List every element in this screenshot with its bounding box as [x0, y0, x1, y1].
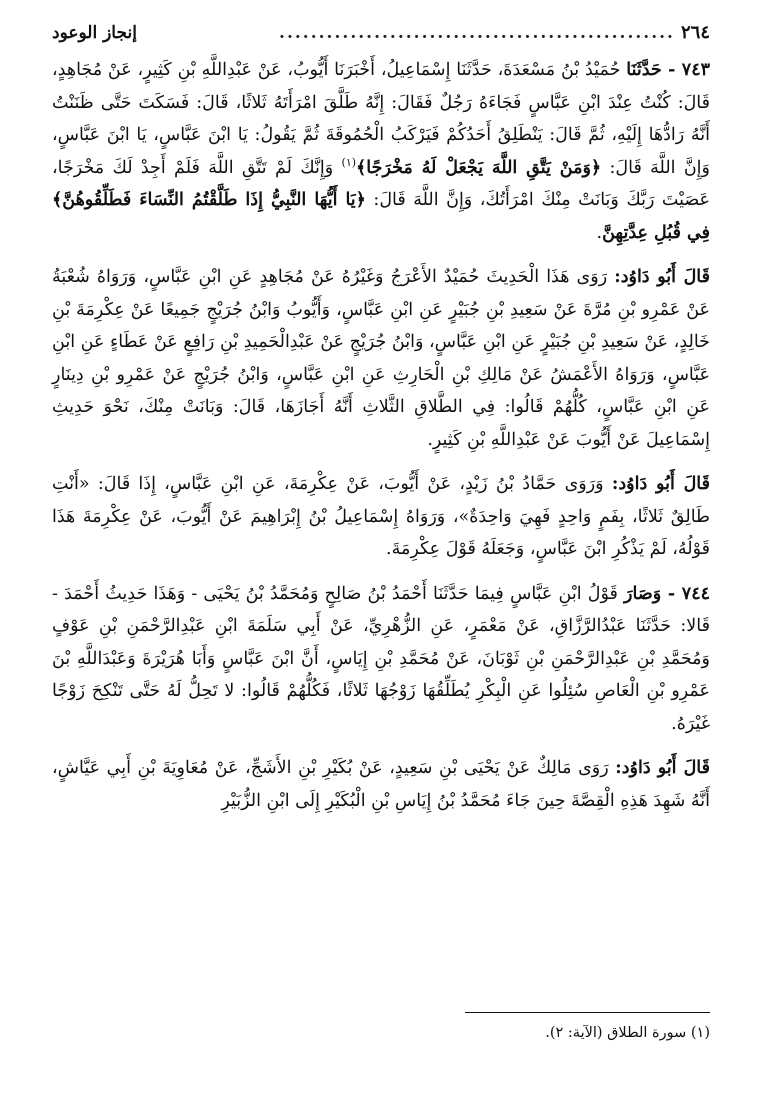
- footnote-divider: [465, 1012, 710, 1013]
- quran-verse-2: ﴿يَا أَيُّهَا النَّبِيُّ إِذَا طَلَّقْتُمُ النِّسَاءَ فَطَلِّقُوهُنَّ﴾ فِي قُبُلِ عِدَّتِهِنَّ: [52, 190, 710, 243]
- book-title: إنجاز الوعود: [52, 23, 137, 43]
- comment-3-lead: قَالَ أَبُو دَاوُد:: [615, 758, 710, 778]
- footnotes: [52, 1022, 710, 1044]
- comment-2-lead: قَالَ أَبُو دَاوُد:: [611, 474, 710, 494]
- hadith-744-number: ٧٤٤ - وَصَارَ: [624, 583, 710, 604]
- quran-verse-1: ﴿وَمَنْ يَتَّقِ اللَّهَ يَجْعَلْ لَهُ مَخْرَجًا﴾: [356, 157, 602, 178]
- hadith-743: [52, 54, 710, 249]
- document-page: [52, 22, 710, 1082]
- abu-dawud-comment-2: [52, 468, 710, 566]
- hadith-743-text-2: وَإِنَّكَ لَمْ تَتَّقِ اللَّهَ فَلَمْ أَجِدْ لَكَ مَخْرَجًا، عَصَيْتَ رَبَّكَ وَبَانَتْ مِنْكَ امْرَأَتُكَ، وَإِنَّ اللَّهَ قَالَ:: [52, 157, 710, 210]
- hadith-743-text: حُمَيْدُ بْنُ مَسْعَدَةَ، حَدَّثَنَا إِسْمَاعِيلُ، أَخْبَرَنَا أَيُّوبُ، عَنْ عَبْدِاللَّهِ بْنِ كَثِيرٍ، عَنْ مُجَاهِدٍ، قَالَ: كُنْتُ عِنْدَ ابْنِ عَبَّاسٍ فَجَاءَهُ رَجُلٌ فَقَالَ: إِنَّهُ طَلَّقَ امْرَأَتَهُ ثَلاثًا، قَالَ: فَسَكَتَ حَتَّى ظَنَنْتُ أَنَّهُ رَادُّهَا إِلَيْهِ، ثُمَّ قَالَ: يَنْطَلِقُ أَحَدُكُمْ فَيَرْكَبُ الْحُمُوقَةَ ثُمَّ يَقُولُ: يَا ابْنَ عَبَّاسٍ، يَا ابْنَ عَبَّاسٍ، وَإِنَّ اللَّهَ قَالَ:: [52, 60, 710, 178]
- hadith-744-text: قَوْلُ ابْنِ عَبَّاسٍ فِيمَا حَدَّثَنَا أَحْمَدُ بْنُ صَالِحٍ وَمُحَمَّدُ بْنُ يَحْيَى - وَهَذَا حَدِيثُ أَحْمَدَ - قَالا: حَدَّثَنَا عَبْدُالرَّزَّاقِ، عَنْ مَعْمَرٍ، عَنِ الزُّهْرِيِّ، عَنْ أَبِي سَلَمَةَ ابْنِ عَبْدِالرَّحْمَنِ بْنِ عَوْفٍ وَمُحَمَّدِ بْنِ عَبْدِالرَّحْمَنِ بْنِ ثَوْبَانَ، عَنْ مُحَمَّدِ بْنِ إِيَاسٍ، أَنَّ ابْنَ عَبَّاسٍ وَأَبَا هُرَيْرَةَ وَعَبْدَاللَّهِ بْنَ عَمْرِو بْنِ الْعَاصِ سُئِلُوا عَنِ الْبِكْرِ يُطَلِّقُهَا زَوْجُهَا ثَلاثًا، فَكُلُّهُمْ قَالُوا: لا تَحِلُّ لَهُ حَتَّى تَنْكِحَ زَوْجًا غَيْرَهُ.: [52, 583, 710, 734]
- comment-3-text: رَوَى مَالِكٌ عَنْ يَحْيَى بْنِ سَعِيدٍ، عَنْ بُكَيْرِ بْنِ الأَشَجِّ، عَنْ مُعَاوِيَةَ بْنِ أَبِي عَيَّاشٍ، أَنَّهُ شَهِدَ هَذِهِ الْقِصَّةَ حِينَ جَاءَ مُحَمَّدُ بْنُ إِيَاسِ بْنِ الْبُكَيْرِ إِلَى ابْنِ الزُّبَيْرِ: [52, 758, 710, 811]
- comment-1-lead: قَالَ أَبُو دَاوُد:: [614, 267, 711, 287]
- running-header: [52, 22, 710, 54]
- hadith-743-number: ٧٤٣ - حَدَّثَنَا: [626, 60, 710, 80]
- hadith-744: [52, 578, 710, 741]
- footnote-marker: (١): [341, 155, 357, 169]
- hadith-743-ending: .: [596, 222, 603, 243]
- abu-dawud-comment-3: [52, 752, 710, 817]
- footnote-1: (١) سورة الطلاق (الآية: ٢).: [545, 1025, 710, 1041]
- abu-dawud-comment-1: [52, 261, 710, 456]
- header-dot-leader: ..................................................: [279, 23, 675, 43]
- page-number: ٢٦٤: [680, 22, 710, 43]
- comment-1-text: رَوَى هَذَا الْحَدِيثَ حُمَيْدٌ الأَعْرَجُ وَغَيْرُهُ عَنْ مُجَاهِدٍ عَنِ ابْنِ عَبَّاسٍ، وَرَوَاهُ شُعْبَةُ عَنْ عَمْرِو بْنِ مُرَّةَ عَنْ سَعِيدِ بْنِ جُبَيْرٍ عَنِ ابْنِ عَبَّاسٍ، وَأَيُّوبُ وَابْنُ جُرَيْجٍ جَمِيعًا عَنْ عِكْرِمَةَ بْنِ خَالِدٍ، عَنْ سَعِيدِ بْنِ جُبَيْرٍ عَنِ ابْنِ عَبَّاسٍ، وَابْنُ جُرَيْجٍ عَنْ عَبْدِالْحَمِيدِ بْنِ رَافِعٍ عَنْ عَطَاءٍ عَنِ ابْنِ عَبَّاسٍ، وَرَوَاهُ الأَعْمَشُ عَنْ مَالِكِ بْنِ الْحَارِثِ عَنِ ابْنِ عَبَّاسٍ، وَابْنُ جُرَيْجٍ عَنْ عَمْرِو بْنِ دِينَارٍ عَنِ ابْنِ عَبَّاسٍ، كُلُّهُمْ قَالُوا: فِي الطَّلاقِ الثَّلاثِ أَنَّهُ أَجَازَهَا، قَالَ: وَبَانَتْ مِنْكَ، نَحْوَ حَدِيثِ إِسْمَاعِيلَ عَنْ أَيُّوبَ عَنْ عَبْدِاللَّهِ بْنِ كَثِيرٍ.: [52, 267, 710, 450]
- comment-2-text: وَرَوَى حَمَّادُ بْنُ زَيْدٍ، عَنْ أَيُّوبَ، عَنْ عِكْرِمَةَ، عَنِ ابْنِ عَبَّاسٍ، إِذَا قَالَ: «أَنْتِ طَالِقٌ ثَلاثًا، بِفَمٍ وَاحِدٍ فَهِيَ وَاحِدَةٌ»، وَرَوَاهُ إِسْمَاعِيلُ بْنُ إِبْرَاهِيمَ عَنْ أَيُّوبَ، عَنْ عِكْرِمَةَ هَذَا قَوْلُهُ، لَمْ يَذْكُرِ ابْنَ عَبَّاسٍ، وَجَعَلَهُ قَوْلَ عِكْرِمَةَ.: [52, 474, 710, 559]
